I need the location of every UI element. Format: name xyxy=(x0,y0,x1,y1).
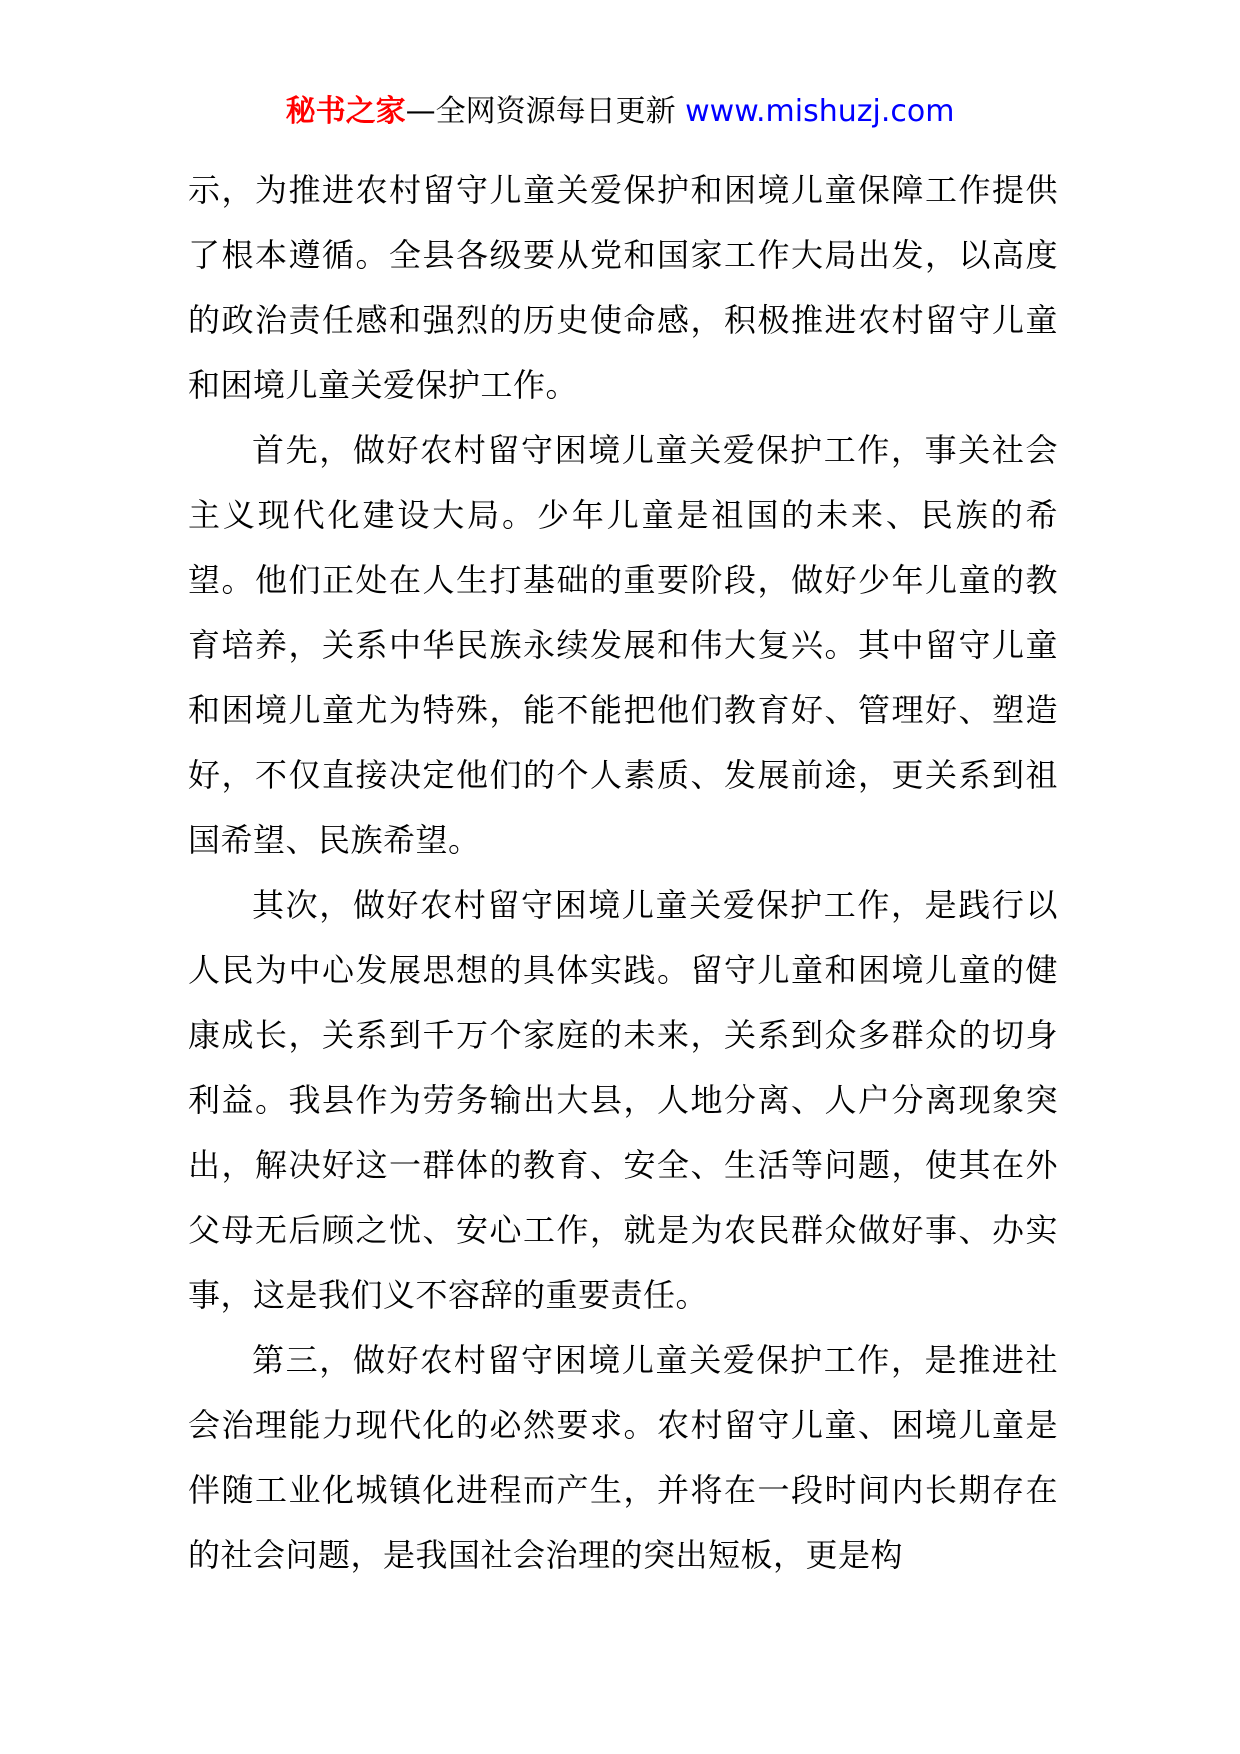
document-body xyxy=(188,158,1058,1588)
paragraph-first-point: 首先，做好农村留守困境儿童关爱保护工作，事关社会主义现代化建设大局。少年儿童是祖国的未来、民族的希望。他们正处在人生打基础的重要阶段，做好少年儿童的教育培养，关系中华民族永续发展和伟大复兴。其中留守儿童和困境儿童尤为特殊，能不能把他们教育好、管理好、塑造好，不仅直接决定他们的个人素质、发展前途，更关系到祖国希望、民族希望。 xyxy=(188,431,1058,859)
paragraph-third-point: 第三，做好农村留守困境儿童关爱保护工作，是推进社会治理能力现代化的必然要求。农村留守儿童、困境儿童是伴随工业化城镇化进程而产生，并将在一段时间内长期存在的社会问题，是我国社会治理的突出短板，更是构 xyxy=(188,1341,1058,1574)
site-header xyxy=(0,92,1240,132)
site-slogan: —全网资源每日更新 xyxy=(405,94,676,129)
paragraph-second-point: 其次，做好农村留守困境儿童关爱保护工作，是践行以人民为中心发展思想的具体实践。留守儿童和困境儿童的健康成长，关系到千万个家庭的未来，关系到众多群众的切身利益。我县作为劳务输出大县，人地分离、人户分离现象突出，解决好这一群体的教育、安全、生活等问题，使其在外父母无后顾之忧、安心工作，就是为农民群众做好事、办实事，这是我们义不容辞的重要责任。 xyxy=(188,886,1058,1314)
site-url-link[interactable]: www.mishuzj.com xyxy=(685,94,955,129)
paragraph-continuation: 示，为推进农村留守儿童关爱保护和困境儿童保障工作提供了根本遵循。全县各级要从党和国家工作大局出发，以高度的政治责任感和强烈的历史使命感，积极推进农村留守儿童和困境儿童关爱保护工作。 xyxy=(188,171,1058,404)
site-brand: 秘书之家 xyxy=(285,94,406,129)
